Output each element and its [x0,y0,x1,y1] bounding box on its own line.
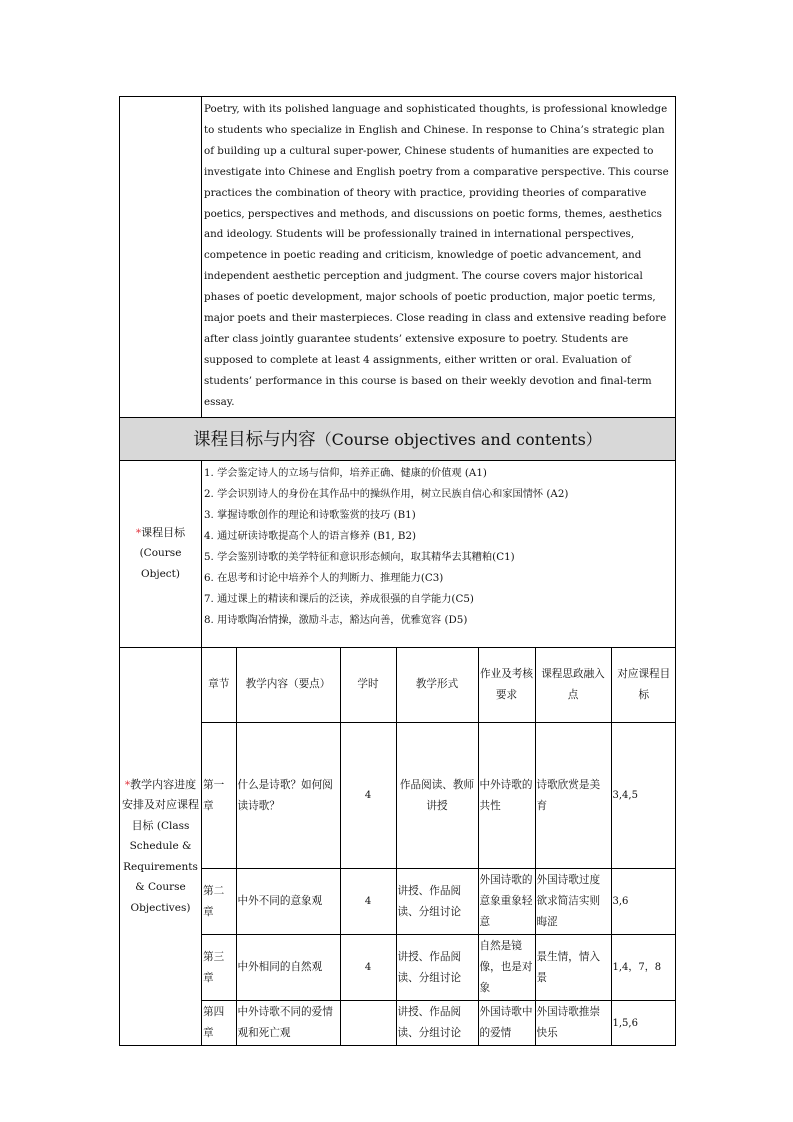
schedule-label [120,647,202,1046]
chapter-cell: 第二章 [202,869,236,935]
assignment-cell: 自然是镜像，也是对象 [478,935,535,1001]
objective-number: 3. [204,508,214,521]
ideology-cell: 诗歌欣赏是美育 [535,723,611,869]
objective-text: 学会识别诗人的身份在其作品中的操纵作用，树立民族自信心和家国情怀 [217,488,544,500]
hours-cell [340,1001,396,1046]
targets-cell: 3,4,5 [611,723,676,869]
objective-item [204,547,673,568]
objective-number: 4. [204,529,214,542]
hours-cell: 4 [340,723,396,869]
objective-number: 7. [204,592,214,605]
objectives-label-en: (Course Object) [139,547,182,580]
assignment-cell: 外国诗歌中的爱情 [478,1001,535,1046]
abstract-label-cell [120,97,202,418]
form-cell: 讲授、作品阅读、分组讨论 [396,869,478,935]
assignment-cell: 中外诗歌的共性 [478,723,535,869]
objective-number: 6. [204,571,214,584]
ideology-cell: 景生情，情入景 [535,935,611,1001]
objectives-cell [202,460,676,647]
objective-number: 2. [204,487,214,500]
objective-code: (A1) [464,466,487,479]
course-table [119,96,676,1046]
content-cell: 什么是诗歌？如何阅读诗歌？ [236,723,340,869]
col-header-content: 教学内容（要点） [236,648,340,723]
form-cell: 作品阅读、教师讲授 [396,723,478,869]
schedule-data-row [202,723,676,869]
abstract-row [120,97,676,418]
schedule-data-row [202,869,676,935]
schedule-data-row [202,1001,676,1046]
ideology-cell: 外国诗歌过度欲求简洁实则晦涩 [535,869,611,935]
form-cell: 讲授、作品阅读、分组讨论 [396,935,478,1001]
objective-number: 5. [204,550,214,563]
objectives-label-cn: 课程目标 [141,525,186,539]
col-header-form: 教学形式 [396,648,478,723]
chapter-cell: 第四章 [202,1001,236,1046]
form-cell: 讲授、作品阅读、分组讨论 [396,1001,478,1046]
objective-text: 通过课上的精读和课后的泛读，养成很强的自学能力 [217,593,452,605]
objective-number: 8. [204,613,214,626]
objective-item [204,568,673,589]
objective-text: 在思考和讨论中培养个人的判断力、推理能力 [217,572,421,584]
objective-text: 用诗歌陶冶情操，激励斗志，豁达向善，优雅宽容 [217,614,442,626]
objective-item [204,610,673,631]
targets-cell: 3,6 [611,869,676,935]
objectives-row [120,460,676,647]
objectives-label [120,460,202,647]
chapter-cell: 第三章 [202,935,236,1001]
objective-text: 学会鉴别诗歌的美学特征和意识形态倾向，取其精华去其糟粕 [217,551,493,563]
objective-code: (D5) [444,613,468,626]
objective-code: (B1, B2) [373,529,417,542]
col-header-chapter: 章节 [202,648,236,723]
objective-code: (C5) [451,592,474,605]
objective-text: 学会鉴定诗人的立场与信仰，培养正确、健康的价值观 [217,467,462,479]
content-cell: 中外相同的自然观 [236,935,340,1001]
section-header [120,417,676,460]
objective-number: 1. [204,466,214,479]
section-title-cn: 课程目标与内容 [193,430,316,451]
schedule-data-row [202,935,676,1001]
schedule-table [202,648,676,1046]
content-cell: 中外诗歌不同的爱情观和死亡观 [236,1001,340,1046]
objective-item [204,505,673,526]
objective-item [204,589,673,610]
col-header-hours: 学时 [340,648,396,723]
section-title-en: （Course objectives and contents） [315,430,602,450]
hours-cell: 4 [340,935,396,1001]
objective-code: (B1) [393,508,416,521]
required-star: * [124,778,131,791]
col-header-targets: 对应课程目标 [611,648,676,723]
objective-item [204,484,673,505]
schedule-header-row [202,648,676,723]
objective-code: (A2) [546,487,569,500]
course-abstract: Poetry, with its polished language and sophisticated thoughts, is professional knowledge to students who specialize in English and Chinese. In response to China’s strategic plan of building up a cultural super-power, Chinese students of humanities are expected to investigate into Chinese and English poetry from a comparative perspective. This course practices the combination of theory with practice, providing theories of comparative poetics, perspectives and methods, and discussions on poetic forms, themes, aesthetics and ideology. Students will be professionally trained in international perspectives, competence in poetic reading and criticism, knowledge of poetic advancement, and independent aesthetic perception and judgment. The course covers major historical phases of poetic development, major schools of poetic production, major poetic terms, major poets and their masterpieces. Close reading in class and extensive reading before after class jointly guarantee students’ extensive exposure to poetry. Students are supposed to complete at least 4 assignments, either written or oral. Evaluation of students’ performance in this course is based on their weekly devotion and final-term essay. [202,97,676,418]
objective-text: 通过研读诗歌提高个人的语言修养 [217,530,370,542]
objective-code: (C1) [492,550,515,563]
objective-item [204,463,673,484]
assignment-cell: 外国诗歌的意象重象轻意 [478,869,535,935]
section-header-row [120,417,676,460]
schedule-label-en: (Class Schedule & Requirements & Course Objectives) [123,819,198,914]
objective-item [204,526,673,547]
col-header-ideology: 课程思政融入点 [535,648,611,723]
content-cell: 中外不同的意象观 [236,869,340,935]
targets-cell: 1,5,6 [611,1001,676,1046]
objectives-list [202,461,675,633]
objective-text: 掌握诗歌创作的理论和诗歌鉴赏的技巧 [217,509,391,521]
col-header-assignment: 作业及考核要求 [478,648,535,723]
targets-cell: 1,4，7，8 [611,935,676,1001]
ideology-cell: 外国诗歌推崇快乐 [535,1001,611,1046]
chapter-cell: 第一章 [202,723,236,869]
objective-code: (C3) [420,571,444,584]
required-star: * [135,526,142,539]
hours-cell: 4 [340,869,396,935]
schedule-row [120,647,676,1046]
schedule-cell [202,647,676,1046]
schedule-label-cn: 教学内容进度安排及对应课程目标 [122,777,199,832]
